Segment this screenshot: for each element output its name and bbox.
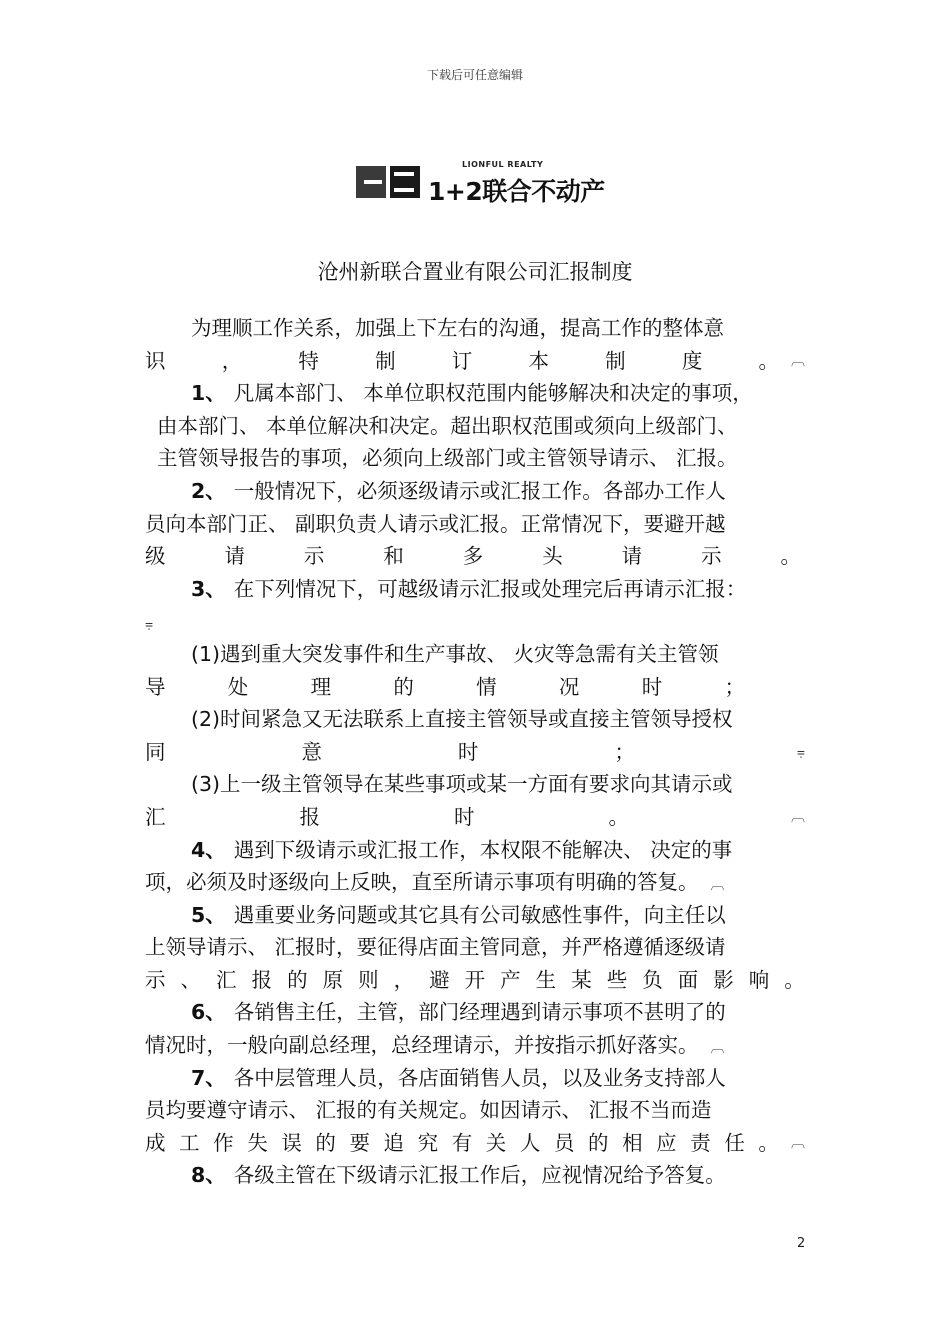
text: 情况时，一般向副总经理，总经理请示，并按指示抓好落实。 [145, 1033, 699, 1058]
paragraph-mark: ⩦ [796, 743, 805, 760]
char: 责 [690, 1130, 711, 1155]
text: 各销售主任，主管，部门经理遇到请示事项不甚明了的 [233, 1000, 726, 1025]
item-number: 1、 [191, 381, 226, 406]
page-number: 2 [797, 1236, 806, 1251]
justified-text [145, 345, 779, 378]
item-7-line-3 [145, 1127, 805, 1160]
char: 理 [310, 674, 332, 699]
char: 关 [485, 1130, 507, 1155]
char: ； [614, 739, 635, 764]
item-1-line-2 [145, 410, 805, 443]
justified-text [145, 736, 785, 769]
char: 制 [375, 348, 396, 373]
item-2-line-1 [145, 475, 805, 508]
char: 示 [145, 967, 166, 992]
sub-1-line-1 [145, 638, 805, 671]
char: 级 [145, 544, 166, 569]
char: 相 [622, 1130, 643, 1155]
text: 项，必须及时逐级向上反映，直至所请示事项有明确的答复。 [145, 870, 699, 895]
char: 时 [641, 674, 663, 699]
logo-mark-icon [356, 166, 420, 198]
char: 请 [224, 544, 245, 569]
text: 上领导请示、 汇报时，要征得店面主管同意，并严格遵循逐级请 [145, 935, 726, 960]
text: 各中层管理人员，各店面销售人员，以及业务支持部人 [233, 1065, 726, 1090]
justified-text [145, 1127, 779, 1160]
char: 汇 [145, 804, 166, 829]
item-4-line-2 [145, 866, 805, 899]
char: 情 [476, 674, 497, 699]
sub-3-line-1 [145, 768, 805, 801]
char: 产 [500, 967, 521, 992]
text: 员均要遵守请示、 汇报的有关规定。如因请示、 汇报不当而造 [145, 1098, 712, 1123]
char: 度 [681, 348, 703, 373]
document-title: 沧州新联合置业有限公司汇报制度 [317, 260, 633, 284]
char: 。 [758, 1130, 779, 1155]
text: 为理顺工作关系，加强上下左右的沟通，提高工作的整体意 [191, 316, 724, 340]
char: 应 [656, 1130, 677, 1155]
char: 生 [535, 967, 557, 992]
paragraph-mark: ︹ [791, 1134, 805, 1151]
char: 的 [393, 674, 414, 699]
sub-2-line-2 [145, 736, 805, 769]
char: 特 [298, 348, 319, 373]
char: 面 [677, 967, 699, 992]
sub-1-line-2 [145, 671, 805, 704]
char: 。 [758, 348, 779, 373]
sub-3-line-2 [145, 801, 805, 834]
text: (2)时间紧急又无法联系上直接主管领导或直接主管领导授权 [191, 707, 733, 732]
char: 的 [315, 1130, 336, 1155]
char: 报 [299, 804, 320, 829]
logo-tagline: LIONFUL REALTY [462, 160, 544, 169]
char: 头 [542, 544, 563, 569]
char: ， [221, 348, 243, 373]
item-7-line-1 [145, 1062, 805, 1095]
item-number: 4、 [191, 837, 226, 862]
char: 避 [429, 967, 450, 992]
char: 制 [605, 348, 626, 373]
char: 负 [642, 967, 663, 992]
item-number: 3、 [191, 576, 226, 601]
char: 时 [457, 739, 479, 764]
char: 和 [383, 544, 404, 569]
char: 作 [213, 1130, 234, 1155]
char: 究 [417, 1130, 439, 1155]
char: 失 [247, 1130, 268, 1155]
document-body [145, 312, 805, 1192]
header-note: 下载后可任意编辑 [426, 68, 523, 82]
paragraph-mark: ︹ [791, 808, 805, 825]
char: ， [393, 967, 415, 992]
text: 主管领导报告的事项，必须向上级部门或主管领导请示、 汇报。 [157, 446, 738, 471]
char: 。 [780, 544, 801, 569]
paragraph-mark: ⩦ [145, 616, 154, 633]
char: 识 [145, 348, 166, 373]
char: 响 [748, 967, 770, 992]
char: 意 [301, 739, 322, 764]
item-3-line-2 [145, 605, 805, 638]
char: 原 [322, 967, 344, 992]
char: 时 [454, 804, 475, 829]
item-number: 8、 [191, 1163, 226, 1188]
char: 某 [571, 967, 592, 992]
char: 。 [608, 804, 629, 829]
item-number: 7、 [191, 1065, 226, 1090]
char: 报 [251, 967, 273, 992]
justified-text [145, 801, 779, 834]
char: 处 [227, 674, 249, 699]
text: 凡属本部门、 本单位职权范围内能够解决和决定的事项， [233, 381, 753, 406]
char: ； [724, 674, 745, 699]
char: 人 [519, 1130, 541, 1155]
item-number: 2、 [191, 478, 226, 503]
item-3-line-1 [145, 573, 805, 606]
char: 要 [349, 1130, 370, 1155]
sub-2-line-1 [145, 703, 805, 736]
char: 多 [462, 544, 484, 569]
item-4-line-1 [145, 834, 805, 867]
item-5-line-3 [145, 964, 805, 997]
char: 订 [451, 348, 473, 373]
char: 任 [724, 1130, 745, 1155]
item-2-line-2 [145, 508, 805, 541]
text: 遇到下级请示或汇报工作，本权限不能解决、 决定的事 [233, 837, 733, 862]
text: 在下列情况下，可越级请示汇报或处理完后再请示汇报： [233, 576, 747, 601]
logo-name: 1+2联合不动产 [428, 177, 605, 206]
char: 本 [528, 348, 549, 373]
item-1-line-3 [145, 442, 805, 475]
char: 影 [713, 967, 734, 992]
item-7-line-2 [145, 1094, 805, 1127]
char: 员 [553, 1130, 575, 1155]
char: 工 [179, 1130, 200, 1155]
char: 请 [621, 544, 643, 569]
char: 汇 [216, 967, 237, 992]
item-1-line-1 [145, 377, 805, 410]
text: 遇重要业务问题或其它具有公司敏感性事件，向主任以 [233, 902, 726, 927]
char: 则 [358, 967, 379, 992]
paragraph-mark: ︹ [710, 1040, 725, 1057]
paragraph-mark: ︹ [710, 877, 725, 894]
char: 成 [145, 1130, 166, 1155]
char: 况 [558, 674, 580, 699]
char: 追 [383, 1130, 405, 1155]
text: (3)上一级主管领导在某些事项或某一方面有要求向其请示或 [191, 772, 733, 797]
char: 示 [303, 544, 325, 569]
char: 示 [701, 544, 722, 569]
paragraph-mark: ︹ [791, 352, 805, 369]
text: 由本部门、 本单位解决和决定。超出职权范围或须向上级部门、 [157, 413, 738, 438]
char: 。 [784, 967, 805, 992]
text: (1)遇到重大突发事件和生产事故、 火灾等急需有关主管领 [191, 641, 719, 666]
char: 同 [145, 739, 166, 764]
char: 的 [287, 967, 308, 992]
item-6-line-2 [145, 1029, 805, 1062]
intro-line-2 [145, 345, 805, 378]
company-logo [356, 160, 626, 204]
item-8-line-1 [145, 1159, 805, 1192]
item-5-line-1 [145, 899, 805, 932]
char: 、 [180, 967, 202, 992]
text: 各级主管在下级请示汇报工作后，应视情况给予答复。 [233, 1163, 726, 1188]
item-6-line-1 [145, 996, 805, 1029]
char: 开 [464, 967, 486, 992]
char: 导 [145, 674, 166, 699]
item-5-line-2 [145, 931, 805, 964]
char: 有 [451, 1130, 473, 1155]
item-number: 5、 [191, 902, 226, 927]
char: 些 [606, 967, 628, 992]
text: 一般情况下，必须逐级请示或汇报工作。各部办工作人 [233, 478, 726, 503]
char: 误 [281, 1130, 302, 1155]
char: 的 [588, 1130, 609, 1155]
item-2-line-3 [145, 540, 805, 573]
intro-line-1 [145, 312, 805, 345]
item-number: 6、 [191, 1000, 226, 1025]
text: 员向本部门正、 副职负责人请示或汇报。正常情况下，要避开越 [145, 511, 726, 536]
